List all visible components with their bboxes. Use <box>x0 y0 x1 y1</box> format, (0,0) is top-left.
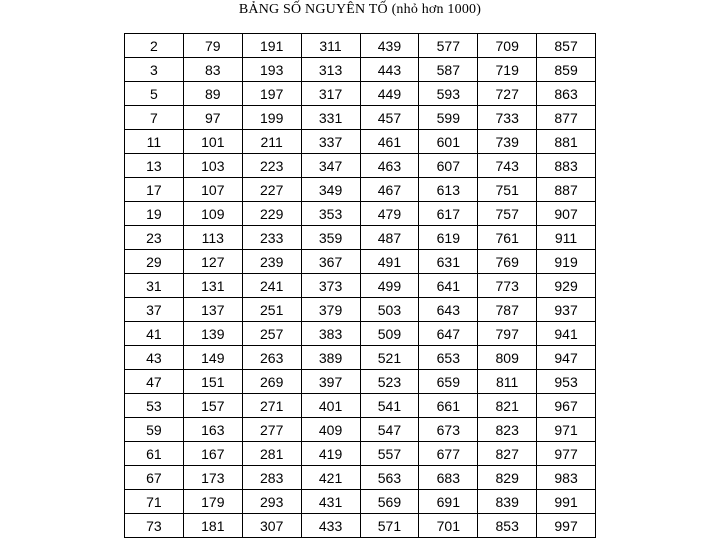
table-cell: 461 <box>360 130 419 154</box>
table-cell: 653 <box>419 346 478 370</box>
table-cell: 233 <box>242 226 301 250</box>
table-cell: 661 <box>419 394 478 418</box>
table-row <box>125 298 596 322</box>
table-cell: 269 <box>242 370 301 394</box>
table-row <box>125 130 596 154</box>
table-cell: 827 <box>478 442 537 466</box>
table-cell: 431 <box>301 490 360 514</box>
table-cell: 281 <box>242 442 301 466</box>
table-cell: 701 <box>419 514 478 538</box>
table-cell: 719 <box>478 58 537 82</box>
table-row <box>125 418 596 442</box>
table-cell: 509 <box>360 322 419 346</box>
table-cell: 103 <box>183 154 242 178</box>
table-cell: 971 <box>537 418 596 442</box>
table-cell: 443 <box>360 58 419 82</box>
table-cell: 941 <box>537 322 596 346</box>
table-cell: 139 <box>183 322 242 346</box>
table-cell: 947 <box>537 346 596 370</box>
table-cell: 293 <box>242 490 301 514</box>
table-cell: 251 <box>242 298 301 322</box>
table-cell: 479 <box>360 202 419 226</box>
table-cell: 43 <box>125 346 184 370</box>
table-cell: 593 <box>419 82 478 106</box>
table-cell: 733 <box>478 106 537 130</box>
table-cell: 149 <box>183 346 242 370</box>
table-cell: 739 <box>478 130 537 154</box>
table-row <box>125 250 596 274</box>
table-cell: 137 <box>183 298 242 322</box>
table-cell: 29 <box>125 250 184 274</box>
table-cell: 839 <box>478 490 537 514</box>
table-cell: 101 <box>183 130 242 154</box>
table-cell: 691 <box>419 490 478 514</box>
table-cell: 631 <box>419 250 478 274</box>
table-cell: 383 <box>301 322 360 346</box>
table-cell: 17 <box>125 178 184 202</box>
table-cell: 2 <box>125 34 184 58</box>
table-cell: 311 <box>301 34 360 58</box>
table-row <box>125 490 596 514</box>
table-cell: 601 <box>419 130 478 154</box>
table-cell: 359 <box>301 226 360 250</box>
table-cell: 197 <box>242 82 301 106</box>
table-cell: 379 <box>301 298 360 322</box>
table-cell: 227 <box>242 178 301 202</box>
table-cell: 641 <box>419 274 478 298</box>
table-row <box>125 394 596 418</box>
table-cell: 769 <box>478 250 537 274</box>
table-cell: 853 <box>478 514 537 538</box>
table-cell: 89 <box>183 82 242 106</box>
table-cell: 877 <box>537 106 596 130</box>
table-cell: 467 <box>360 178 419 202</box>
table-cell: 809 <box>478 346 537 370</box>
table-cell: 449 <box>360 82 419 106</box>
table-cell: 13 <box>125 154 184 178</box>
table-cell: 53 <box>125 394 184 418</box>
table-cell: 229 <box>242 202 301 226</box>
table-cell: 619 <box>419 226 478 250</box>
table-cell: 673 <box>419 418 478 442</box>
table-cell: 937 <box>537 298 596 322</box>
table-cell: 307 <box>242 514 301 538</box>
table-cell: 71 <box>125 490 184 514</box>
table-cell: 31 <box>125 274 184 298</box>
table-cell: 179 <box>183 490 242 514</box>
table-row <box>125 178 596 202</box>
table-cell: 977 <box>537 442 596 466</box>
table-cell: 131 <box>183 274 242 298</box>
table-cell: 541 <box>360 394 419 418</box>
table-cell: 37 <box>125 298 184 322</box>
table-row <box>125 346 596 370</box>
table-cell: 257 <box>242 322 301 346</box>
table-row <box>125 442 596 466</box>
table-cell: 373 <box>301 274 360 298</box>
table-cell: 409 <box>301 418 360 442</box>
table-cell: 677 <box>419 442 478 466</box>
table-cell: 773 <box>478 274 537 298</box>
table-cell: 587 <box>419 58 478 82</box>
table-cell: 7 <box>125 106 184 130</box>
table-cell: 73 <box>125 514 184 538</box>
table-cell: 67 <box>125 466 184 490</box>
table-cell: 109 <box>183 202 242 226</box>
table-cell: 19 <box>125 202 184 226</box>
table-cell: 167 <box>183 442 242 466</box>
table-cell: 907 <box>537 202 596 226</box>
table-row <box>125 274 596 298</box>
table-cell: 277 <box>242 418 301 442</box>
table-cell: 751 <box>478 178 537 202</box>
table-cell: 421 <box>301 466 360 490</box>
table-row <box>125 82 596 106</box>
table-row <box>125 106 596 130</box>
table-cell: 823 <box>478 418 537 442</box>
table-cell: 127 <box>183 250 242 274</box>
table-cell: 331 <box>301 106 360 130</box>
table-cell: 487 <box>360 226 419 250</box>
prime-number-table <box>124 33 596 538</box>
table-cell: 419 <box>301 442 360 466</box>
table-row <box>125 202 596 226</box>
table-cell: 283 <box>242 466 301 490</box>
table-cell: 521 <box>360 346 419 370</box>
table-cell: 599 <box>419 106 478 130</box>
table-cell: 439 <box>360 34 419 58</box>
table-cell: 577 <box>419 34 478 58</box>
table-cell: 523 <box>360 370 419 394</box>
table-cell: 59 <box>125 418 184 442</box>
table-row <box>125 58 596 82</box>
table-cell: 757 <box>478 202 537 226</box>
table-cell: 211 <box>242 130 301 154</box>
table-cell: 983 <box>537 466 596 490</box>
table-cell: 337 <box>301 130 360 154</box>
table-cell: 389 <box>301 346 360 370</box>
table-cell: 47 <box>125 370 184 394</box>
table-cell: 829 <box>478 466 537 490</box>
table-cell: 163 <box>183 418 242 442</box>
table-cell: 881 <box>537 130 596 154</box>
table-cell: 503 <box>360 298 419 322</box>
table-row <box>125 322 596 346</box>
table-cell: 761 <box>478 226 537 250</box>
table-row <box>125 226 596 250</box>
table-cell: 401 <box>301 394 360 418</box>
table-row <box>125 34 596 58</box>
table-cell: 349 <box>301 178 360 202</box>
table-row <box>125 154 596 178</box>
table-cell: 557 <box>360 442 419 466</box>
table-cell: 151 <box>183 370 242 394</box>
page-title: BẢNG SỐ NGUYÊN TỐ (nhỏ hơn 1000) <box>238 2 482 17</box>
table-cell: 23 <box>125 226 184 250</box>
table-row <box>125 466 596 490</box>
table-cell: 953 <box>537 370 596 394</box>
table-cell: 193 <box>242 58 301 82</box>
table-cell: 271 <box>242 394 301 418</box>
table-cell: 83 <box>183 58 242 82</box>
table-cell: 499 <box>360 274 419 298</box>
table-cell: 223 <box>242 154 301 178</box>
table-cell: 263 <box>242 346 301 370</box>
table-cell: 857 <box>537 34 596 58</box>
table-cell: 181 <box>183 514 242 538</box>
table-cell: 563 <box>360 466 419 490</box>
table-cell: 313 <box>301 58 360 82</box>
table-cell: 743 <box>478 154 537 178</box>
table-cell: 911 <box>537 226 596 250</box>
table-cell: 41 <box>125 322 184 346</box>
table-cell: 463 <box>360 154 419 178</box>
table-cell: 887 <box>537 178 596 202</box>
table-cell: 347 <box>301 154 360 178</box>
table-cell: 457 <box>360 106 419 130</box>
table-cell: 613 <box>419 178 478 202</box>
table-row <box>125 514 596 538</box>
table-cell: 317 <box>301 82 360 106</box>
table-cell: 929 <box>537 274 596 298</box>
table-cell: 157 <box>183 394 242 418</box>
table-cell: 797 <box>478 322 537 346</box>
table-cell: 173 <box>183 466 242 490</box>
table-cell: 859 <box>537 58 596 82</box>
table-cell: 433 <box>301 514 360 538</box>
table-cell: 241 <box>242 274 301 298</box>
table-cell: 79 <box>183 34 242 58</box>
table-cell: 863 <box>537 82 596 106</box>
table-cell: 643 <box>419 298 478 322</box>
table-cell: 547 <box>360 418 419 442</box>
table-cell: 239 <box>242 250 301 274</box>
table-cell: 5 <box>125 82 184 106</box>
table-cell: 967 <box>537 394 596 418</box>
table-cell: 569 <box>360 490 419 514</box>
table-cell: 491 <box>360 250 419 274</box>
table-cell: 11 <box>125 130 184 154</box>
table-cell: 113 <box>183 226 242 250</box>
table-cell: 709 <box>478 34 537 58</box>
table-cell: 191 <box>242 34 301 58</box>
table-cell: 821 <box>478 394 537 418</box>
table-cell: 353 <box>301 202 360 226</box>
table-cell: 571 <box>360 514 419 538</box>
table-cell: 617 <box>419 202 478 226</box>
table-cell: 199 <box>242 106 301 130</box>
table-cell: 107 <box>183 178 242 202</box>
table-cell: 659 <box>419 370 478 394</box>
table-cell: 727 <box>478 82 537 106</box>
table-cell: 683 <box>419 466 478 490</box>
table-cell: 97 <box>183 106 242 130</box>
table-cell: 787 <box>478 298 537 322</box>
table-cell: 397 <box>301 370 360 394</box>
table-cell: 607 <box>419 154 478 178</box>
table-cell: 991 <box>537 490 596 514</box>
table-cell: 647 <box>419 322 478 346</box>
table-cell: 3 <box>125 58 184 82</box>
table-cell: 61 <box>125 442 184 466</box>
table-cell: 883 <box>537 154 596 178</box>
table-cell: 811 <box>478 370 537 394</box>
table-cell: 367 <box>301 250 360 274</box>
table-cell: 997 <box>537 514 596 538</box>
table-row <box>125 370 596 394</box>
table-cell: 919 <box>537 250 596 274</box>
prime-table-body <box>125 34 596 538</box>
